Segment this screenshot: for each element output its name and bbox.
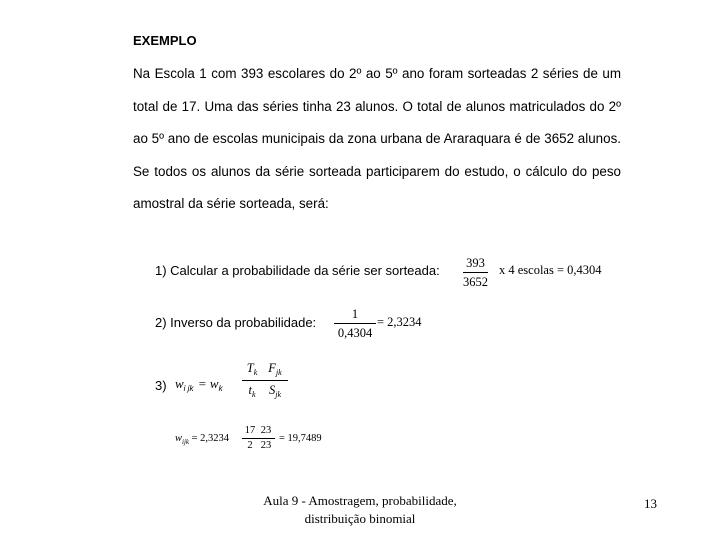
step2-denominator: 0,4304 bbox=[337, 326, 373, 340]
calc-w-subscript: ijk bbox=[182, 438, 190, 446]
step2-fraction bbox=[334, 307, 376, 340]
footer-line-2: distribuição binomial bbox=[304, 511, 416, 526]
calc-w: w bbox=[175, 433, 183, 444]
step1-numerator: 393 bbox=[463, 256, 488, 273]
calc-f1-numerator: 17 bbox=[242, 425, 258, 439]
step3-f1-numerator: T bbox=[246, 361, 254, 375]
step3-fraction-1 bbox=[242, 361, 262, 402]
step3-label: 3) bbox=[155, 378, 167, 393]
page-number: 13 bbox=[644, 496, 657, 511]
step3-equals: = w bbox=[197, 376, 219, 391]
step1-label: 1) Calcular a probabilidade da série ser sorteada: bbox=[155, 263, 440, 278]
step3-fraction-2 bbox=[262, 361, 288, 402]
calc-lhs bbox=[175, 433, 229, 446]
step3-f2-denominator-subscript: jk bbox=[275, 390, 282, 399]
step3-w-subscript: i jk bbox=[183, 384, 194, 393]
step3-f2-numerator-subscript: jk bbox=[275, 368, 282, 377]
step3-lhs bbox=[175, 375, 223, 393]
title: EXEMPLO bbox=[133, 33, 197, 48]
step1-result: x 4 escolas = 0,4304 bbox=[499, 263, 602, 277]
calc-f2-numerator: 23 bbox=[257, 425, 275, 439]
footer-line-1: Aula 9 - Amostragem, probabilidade, bbox=[263, 493, 457, 508]
step3-f2-numerator: F bbox=[268, 361, 276, 375]
step3-wk-subscript: k bbox=[218, 384, 223, 393]
step2-numerator: 1 bbox=[334, 307, 376, 324]
step1-fraction bbox=[463, 256, 488, 289]
footer bbox=[250, 492, 470, 528]
step3-f1-numerator-subscript: k bbox=[253, 368, 258, 377]
step3-f2-denominator: S bbox=[268, 383, 276, 397]
step3-w: w bbox=[175, 376, 184, 391]
step3-f1-denominator: t bbox=[248, 383, 252, 397]
calc-fraction-1 bbox=[242, 425, 258, 452]
step2-label: 2) Inverso da probabilidade: bbox=[155, 315, 317, 330]
problem-paragraph: Na Escola 1 com 393 escolares do 2º ao 5º ano foram sorteadas 2 séries de um total de 17. Uma das séries tinha 23 alunos. O total de alunos matriculados do 2º ao 5º ano de escolas municipais da zona urbana de Araraquara é de 3652 alunos. Se todos os alunos da série sorteada participarem do estudo, o cálculo do peso amostral da série sorteada, será: bbox=[133, 66, 621, 211]
calc-fraction-2 bbox=[257, 425, 275, 452]
step2-result: = 2,3234 bbox=[377, 315, 422, 329]
calc-f2-denominator: 23 bbox=[260, 440, 272, 451]
calc-equals: = 2,3234 bbox=[191, 433, 230, 444]
step3-f1-denominator-subscript: k bbox=[251, 390, 256, 399]
calc-result: = 19,7489 bbox=[279, 433, 322, 444]
step1-denominator: 3652 bbox=[463, 275, 488, 289]
calc-f1-denominator: 2 bbox=[247, 440, 253, 451]
